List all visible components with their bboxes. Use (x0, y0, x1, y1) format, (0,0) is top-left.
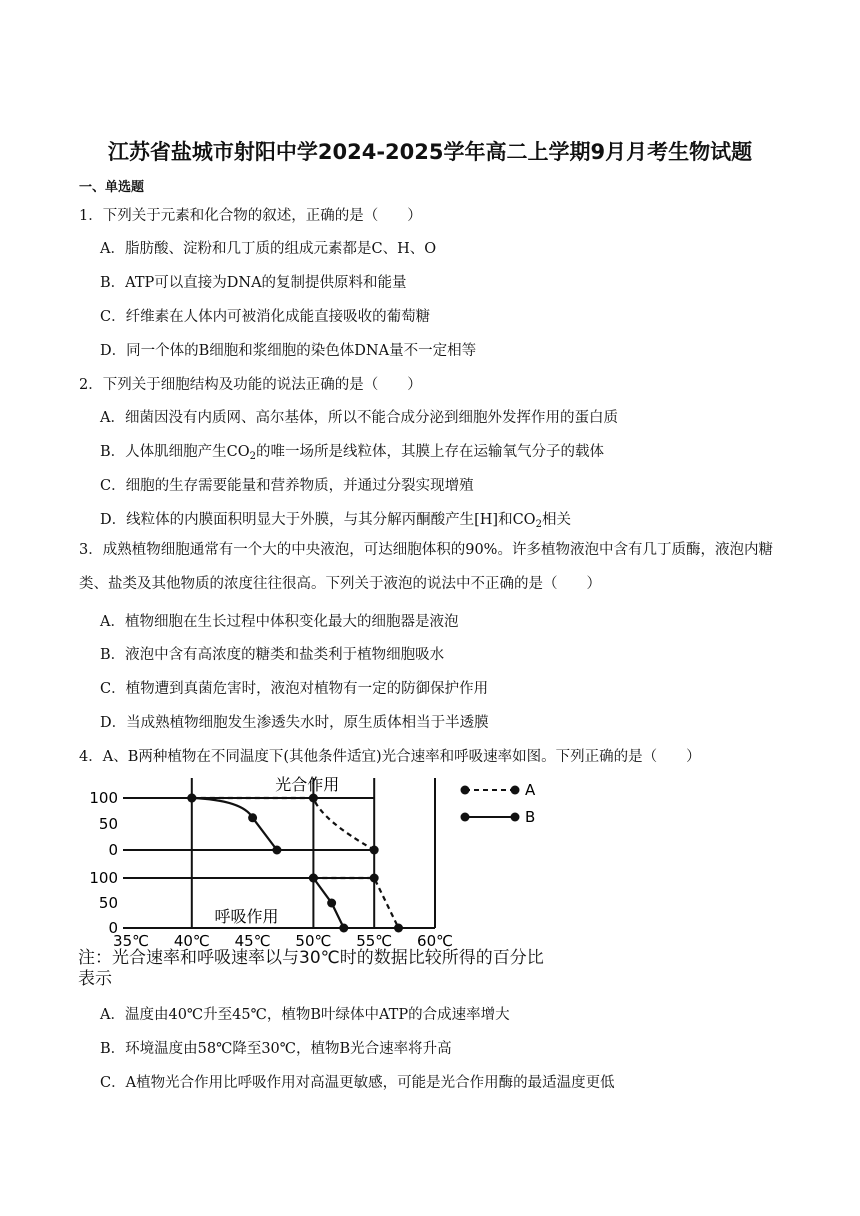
q3-option-b: B．液泡中含有高浓度的糖类和盐类利于植物细胞吸水 (100, 647, 445, 663)
x-tick-label: 40℃ (173, 932, 210, 950)
q2-option-d-pre: D．线粒体的内膜面积明显大于外膜，与其分解丙酮酸产生[H]和CO (100, 512, 536, 528)
q4-option-c: C．A植物光合作用比呼吸作用对高温更敏感，可能是光合作用酶的最适温度更低 (100, 1075, 615, 1091)
series-A-point (370, 846, 379, 855)
y-tick-label: 0 (108, 919, 118, 937)
legend-marker (461, 786, 470, 795)
q1-option-b: B．ATP可以直接为DNA的复制提供原料和能量 (100, 275, 407, 291)
section-heading: 一、单选题 (79, 180, 145, 195)
q4-option-a: A．温度由40℃升至45℃，植物B叶绿体中ATP的合成速率增大 (100, 1007, 510, 1023)
q2-stem: 2．下列关于细胞结构及功能的说法正确的是（ ） (79, 377, 422, 393)
q1-option-a: A．脂肪酸、淀粉和几丁质的组成元素都是C、H、O (100, 241, 437, 257)
y-tick-label: 100 (89, 869, 118, 887)
q1-option-d: D．同一个体的B细胞和浆细胞的染色体DNA量不一定相等 (100, 343, 477, 359)
legend-marker (511, 813, 520, 822)
legend-label: B (525, 808, 536, 826)
chart-note: 注：光合速率和呼吸速率以与30℃时的数据比较所得的百分比表示 (78, 948, 544, 989)
series-B-point (272, 846, 281, 855)
series-B-point (309, 874, 318, 883)
q3-option-c: C．植物遭到真菌危害时，液泡对植物有一定的防御保护作用 (100, 681, 489, 697)
series-A-line (313, 878, 398, 928)
q2-option-c: C．细胞的生存需要能量和营养物质，并通过分裂实现增殖 (100, 478, 474, 494)
y-tick-label: 100 (89, 789, 118, 807)
series-A-line (192, 798, 374, 850)
x-tick-label: 45℃ (234, 932, 271, 950)
x-tick-label: 50℃ (295, 932, 332, 950)
q3-option-a: A．植物细胞在生长过程中体积变化最大的细胞器是液泡 (100, 614, 459, 630)
series-B-point (327, 899, 336, 908)
q2-option-d (100, 508, 571, 530)
page-title: 江苏省盐城市射阳中学2024-2025学年高二上学期9月月考生物试题 (107, 140, 753, 164)
y-tick-label: 0 (108, 841, 118, 859)
q2-option-d-post: 相关 (541, 512, 571, 528)
x-tick-label: 55℃ (356, 932, 393, 950)
q4-stem: 4．A、B两种植物在不同温度下(其他条件适宜)光合速率和呼吸速率如图。下列正确的是（ ） (79, 749, 701, 765)
legend-label: A (525, 781, 536, 799)
panel-label: 呼吸作用 (214, 907, 279, 926)
series-A-point (394, 924, 403, 933)
series-B-point (187, 794, 196, 803)
q2-option-b-sub: 2 (249, 451, 257, 462)
panel-label: 光合作用 (275, 775, 340, 794)
x-tick-label: 35℃ (113, 932, 149, 950)
rate-chart-svg (78, 770, 548, 950)
q3-stem: 3．成熟植物细胞通常有一个大的中央液泡，可达细胞体积的90%。许多植物液泡中含有几丁质酶，液泡内糖类、盐类及其他物质的浓度往往很高。下列关于液泡的说法中不正确的是（ ） (79, 542, 773, 592)
y-tick-label: 50 (98, 894, 118, 912)
q3-option-d: D．当成熟植物细胞发生渗透失水时，原生质体相当于半透膜 (100, 715, 489, 731)
y-tick-label: 50 (98, 815, 118, 833)
q2-option-b-post: 的唯一场所是线粒体，其膜上存在运输氧气分子的载体 (256, 444, 605, 460)
series-A-point (370, 874, 379, 883)
q1-option-c: C．纤维素在人体内可被消化成能直接吸收的葡萄糖 (100, 309, 431, 325)
legend-marker (511, 786, 520, 795)
series-B-point (339, 924, 348, 933)
q2-option-a: A．细菌因没有内质网、高尔基体，所以不能合成分泌到细胞外发挥作用的蛋白质 (100, 410, 618, 426)
q2-option-b (100, 440, 604, 462)
series-B-line (192, 798, 277, 850)
legend-marker (461, 813, 470, 822)
q1-stem: 1．下列关于元素和化合物的叙述，正确的是（ ） (79, 208, 422, 224)
series-A-point (309, 794, 318, 803)
q4-option-b: B．环境温度由58℃降至30℃，植物B光合速率将升高 (100, 1041, 452, 1057)
q2-option-d-sub: 2 (535, 519, 542, 530)
q2-option-b-pre: B．人体肌细胞产生CO (100, 444, 250, 460)
x-tick-label: 60℃ (417, 932, 453, 950)
series-B-point (248, 813, 257, 822)
